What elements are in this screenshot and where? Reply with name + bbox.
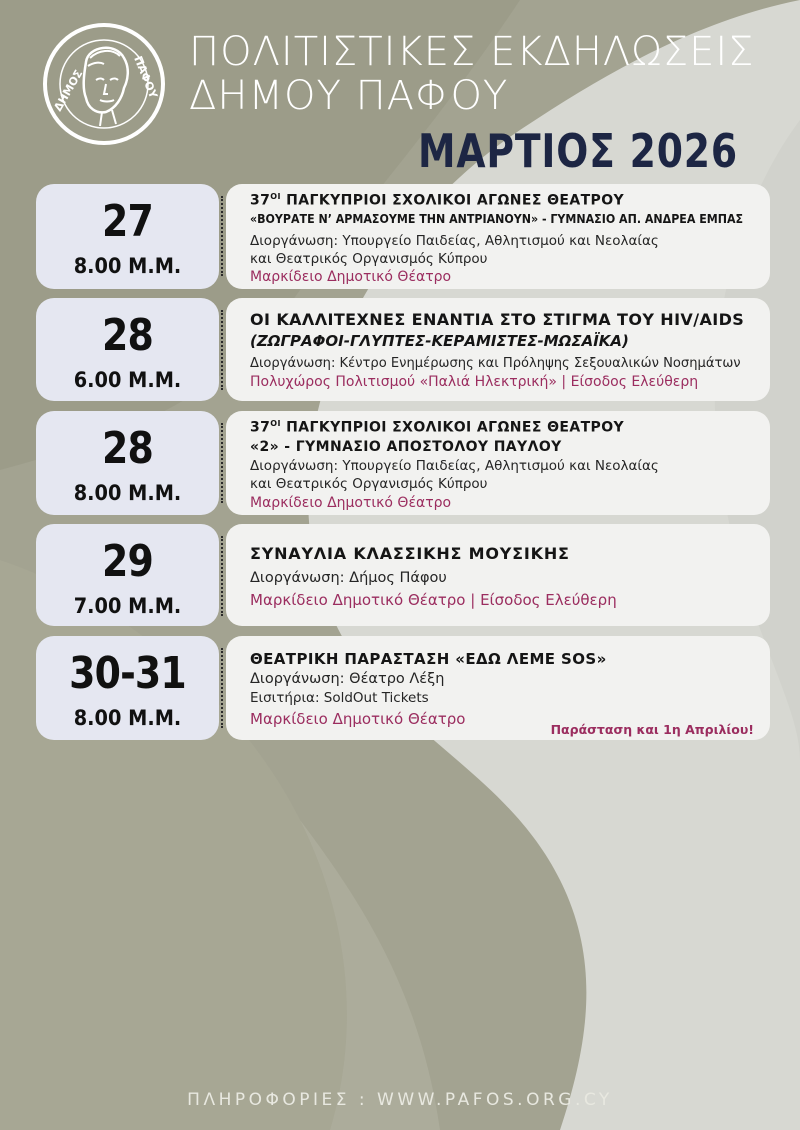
event-time: 7.00 Μ.Μ. [73,594,182,618]
event-day: 30-31 [69,648,186,699]
event-subtitle: «ΒΟΥΡΑΤΕ Ν’ ΑΡΜΑΣΟΥΜΕ ΤΗΝ ΑΝΤΡΙΑΝΟΥΝ» - ΓΥΜΝΑΣΙΟ ΑΠ. ΑΝΔΡΕΑ ΕΜΠΑΣ [250,212,744,226]
event-time: 8.00 Μ.Μ. [73,706,182,730]
event-venue: Μαρκίδειο Δημοτικό Θέατρο [250,495,452,511]
svg-text:ΔΗΜΟΣ: ΔΗΜΟΣ [51,67,86,114]
event-title [250,419,624,436]
event-note: Παράσταση και 1η Απριλίου! [550,722,754,737]
event-date-box [36,411,219,515]
event-organizer: Διοργάνωση: Υπουργείο Παιδείας, Αθλητισμού και Νεολαίας [250,458,659,474]
event-organizer: Διοργάνωση: Κέντρο Ενημέρωσης και Πρόληψης Σεξουαλικών Νοσημάτων [250,355,741,371]
event-title-number: 37 [250,192,271,209]
dotted-divider [221,536,223,616]
page-title-line1: ΠΟΛΙΤΙΣΤΙΚΕΣ ΕΚΔΗΛΩΣΕΙΣ [189,29,755,75]
event-title [250,192,624,209]
event-title-superscript: ΟΙ [270,419,281,428]
event-day: 28 [102,310,153,361]
dotted-divider [221,648,223,728]
event-venue: Πολυχώρος Πολιτισμού «Παλιά Ηλεκτρική» | Είσοδος Ελεύθερη [250,374,699,390]
event-day: 28 [102,423,153,474]
event-date-box [36,184,219,289]
event-title: ΣΥΝΑΥΛΙΑ ΚΛΑΣΣΙΚΗΣ ΜΟΥΣΙΚΗΣ [250,544,570,563]
event-date-box [36,524,219,626]
dotted-divider [221,310,223,390]
event-title-text: ΠΑΓΚΥΠΡΙΟΙ ΣΧΟΛΙΚΟΙ ΑΓΩΝΕΣ ΘΕΑΤΡΟΥ [280,419,625,436]
event-day: 29 [102,536,153,587]
month-heading: ΜΑΡΤΙΟΣ 2026 [418,124,738,178]
event-organizer: Διοργάνωση: Δήμος Πάφου [250,570,447,586]
event-subtitle: «2» - ΓΥΜΝΑΣΙΟ ΑΠΟΣΤΟΛΟΥ ΠΑΥΛΟΥ [250,439,562,455]
svg-text:ΠΑΦΟΥ: ΠΑΦΟΥ [131,54,160,101]
event-date-box [36,298,219,401]
event-venue: Μαρκίδειο Δημοτικό Θέατρο [250,269,452,285]
event-title: ΟΙ ΚΑΛΛΙΤΕΧΝΕΣ ΕΝΑΝΤΙΑ ΣΤΟ ΣΤΙΓΜΑ ΤΟΥ HIV/AIDS [250,310,745,329]
event-title-superscript: ΟΙ [270,192,281,201]
dotted-divider [221,423,223,503]
event-card [226,184,770,289]
event-organizer: Διοργάνωση: Υπουργείο Παιδείας, Αθλητισμού και Νεολαίας [250,233,659,249]
event-organizer-line2: και Θεατρικός Οργανισμός Κύπρου [250,251,488,267]
event-card [226,298,770,401]
dotted-divider [221,196,223,276]
page-title-line2: ΔΗΜΟΥ ΠΑΦΟΥ [189,73,509,119]
municipality-seal-logo [42,22,166,146]
event-time: 8.00 Μ.Μ. [73,254,182,278]
event-subtitle: (ΖΩΓΡΑΦΟΙ-ΓΛΥΠΤΕΣ-ΚΕΡΑΜΙΣΤΕΣ-ΜΩΣΑΪΚΑ) [250,332,629,350]
event-venue: Μαρκίδειο Δημοτικό Θέατρο | Είσοδος Ελεύθερη [250,591,617,609]
event-title: ΘΕΑΤΡΙΚΗ ΠΑΡΑΣΤΑΣΗ «ΕΔΩ ΛΕΜΕ SOS» [250,650,607,668]
event-organizer: Διοργάνωση: Θέατρο Λέξη [250,671,445,687]
event-card [226,411,770,515]
event-card [226,524,770,626]
event-title-number: 37 [250,419,271,436]
event-card [226,636,770,740]
event-tickets: Εισιτήρια: SoldOut Tickets [250,690,429,706]
footer-info-link[interactable]: ΠΛΗΡΟΦΟΡΙΕΣ : WWW.PAFOS.ORG.CY [187,1090,613,1110]
event-date-box [36,636,219,740]
event-time: 6.00 Μ.Μ. [73,368,182,392]
event-venue: Μαρκίδειο Δημοτικό Θέατρο [250,710,466,728]
event-title-text: ΠΑΓΚΥΠΡΙΟΙ ΣΧΟΛΙΚΟΙ ΑΓΩΝΕΣ ΘΕΑΤΡΟΥ [280,192,625,209]
event-organizer-line2: και Θεατρικός Οργανισμός Κύπρου [250,476,488,492]
event-day: 27 [102,196,153,247]
event-time: 8.00 Μ.Μ. [73,481,182,505]
